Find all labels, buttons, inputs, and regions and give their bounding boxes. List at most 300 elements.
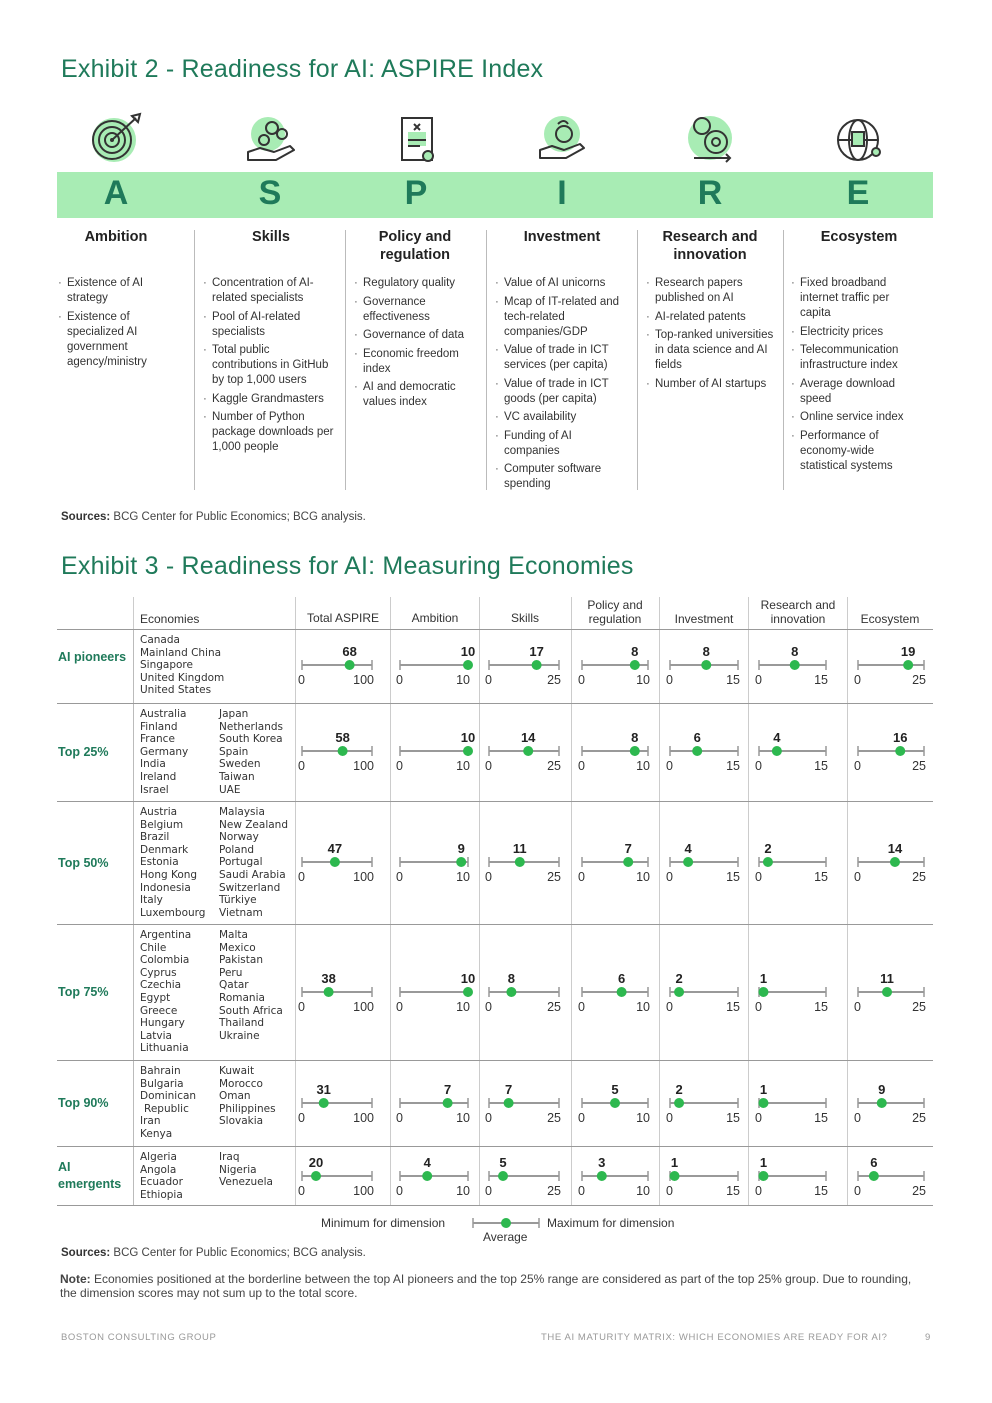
legend-average-label: Average — [483, 1230, 528, 1244]
economy: Taiwan — [219, 770, 255, 783]
scale-max-label: 25 — [912, 1184, 926, 1198]
economy: Iraq — [219, 1151, 240, 1163]
scale-max-label: 25 — [547, 673, 561, 687]
list-item: · Governance effectiveness — [354, 295, 480, 325]
economy: Qatar — [219, 979, 249, 992]
economy: Nigeria — [219, 1163, 257, 1176]
scale-min-label: 0 — [396, 1000, 403, 1014]
economy: Bulgaria — [140, 1077, 184, 1090]
list-item: · Average download speed — [791, 377, 921, 407]
average-dot — [630, 746, 640, 756]
scale-max-label: 10 — [636, 1111, 650, 1125]
economy: Dominican — [140, 1090, 197, 1103]
list-item: · Telecommunication infrastructure index — [791, 343, 921, 373]
economy: France — [140, 733, 175, 746]
economy: Mexico — [219, 941, 256, 954]
average-dot — [532, 660, 542, 670]
economy: Cyprus — [140, 966, 177, 979]
sources-text: BCG Center for Public Economics; BCG analysis. — [110, 1247, 366, 1259]
value-label: 14 — [520, 730, 536, 745]
list-item: · Concentration of AI-related specialists — [203, 276, 337, 306]
scale-max-label: 25 — [547, 1111, 561, 1125]
scale-max-label: 25 — [547, 1000, 561, 1014]
scale-min-label: 0 — [578, 759, 585, 773]
economy: Malaysia — [219, 806, 265, 818]
scale-max-label: 15 — [814, 673, 828, 687]
list-item: · Value of trade in ICT services (per capita) — [495, 343, 629, 373]
header-research: Research and innovation — [760, 598, 836, 626]
header-total-aspire: Total ASPIRE — [306, 611, 380, 625]
value-label: 3 — [598, 1155, 606, 1170]
scale-min-label: 0 — [755, 1000, 762, 1014]
scale-min-label: 0 — [578, 1000, 585, 1014]
scale-min-label: 0 — [854, 1111, 861, 1125]
scale-min-label: 0 — [854, 673, 861, 687]
average-dot — [692, 746, 702, 756]
scale-min-label: 0 — [666, 1111, 673, 1125]
group-label-ai-pioneers: AI pioneers — [58, 650, 127, 664]
value-label: 6 — [693, 730, 701, 745]
list-item: · Economic freedom index — [354, 347, 480, 377]
scale-max-label: 10 — [636, 870, 650, 884]
scale-min-label: 0 — [485, 1184, 492, 1198]
average-dot — [903, 660, 913, 670]
scale-min-label: 0 — [485, 759, 492, 773]
scale-max-label: 25 — [912, 673, 926, 687]
economy: Peru — [219, 966, 243, 979]
note-text: Economies positioned at the borderline between the top AI pioneers and the top 25% range are considered as part of the top 25% group. Due to rounding, the dimension scores may not sum up to the total score. — [60, 1272, 912, 1300]
list-item: · Kaggle Grandmasters — [203, 392, 337, 407]
value-label: 5 — [499, 1155, 507, 1170]
economy: Ecuador — [140, 1176, 183, 1189]
economy: Greece — [140, 1004, 178, 1017]
economy: Latvia — [140, 1029, 172, 1042]
scale-min-label: 0 — [298, 1000, 305, 1014]
average-dot — [311, 1171, 321, 1181]
economy: Kenya — [140, 1127, 173, 1140]
economy: Romania — [219, 991, 265, 1004]
average-dot — [882, 987, 892, 997]
value-label: 47 — [327, 841, 343, 856]
economy: Venezuela — [219, 1176, 273, 1189]
average-dot — [345, 660, 355, 670]
value-label: 10 — [460, 730, 476, 745]
list-item: · Research papers published on AI — [646, 276, 778, 306]
heading-policy: Policy and regulation — [378, 229, 452, 263]
group-label-top-75: Top 75% — [58, 985, 109, 999]
footer-publisher: BOSTON CONSULTING GROUP — [61, 1332, 217, 1343]
list-item: · Pool of AI-related specialists — [203, 310, 337, 340]
list-item: · Top-ranked universities in data science and AI fields — [646, 328, 778, 373]
average-dot — [463, 746, 473, 756]
list-item: · Existence of specialized AI government agency/ministry — [58, 310, 178, 370]
list-item: · Value of trade in ICT goods (per capita) — [495, 377, 629, 407]
value-label: 6 — [870, 1155, 878, 1170]
scale-min-label: 0 — [485, 870, 492, 884]
economy: Mainland China — [140, 646, 222, 659]
scale-max-label: 10 — [456, 1184, 470, 1198]
heading-investment: Investment — [523, 229, 601, 245]
scale-min-label: 0 — [854, 1184, 861, 1198]
value-label: 10 — [460, 644, 476, 659]
scale-min-label: 0 — [755, 759, 762, 773]
economy: Israel — [140, 783, 169, 796]
letter-s: S — [258, 174, 282, 212]
economy: Republic — [144, 1102, 189, 1115]
value-label: 8 — [631, 730, 639, 745]
economy: Vietnam — [219, 906, 263, 919]
list-item: · Value of AI unicorns — [495, 276, 629, 291]
scale-max-label: 10 — [456, 759, 470, 773]
economy: South Africa — [219, 1004, 283, 1017]
economy: Switzerland — [219, 881, 281, 894]
economy: Indonesia — [140, 881, 191, 894]
legend-min-label: Minimum for dimension — [321, 1216, 446, 1230]
economy: Philippines — [219, 1102, 276, 1115]
scale-max-label: 25 — [912, 870, 926, 884]
header-investment: Investment — [674, 612, 734, 626]
sources-label: Sources: — [61, 1247, 111, 1259]
list-item: · Mcap of IT-related and tech-related companies/GDP — [495, 295, 629, 340]
scale-max-label: 10 — [456, 1000, 470, 1014]
average-dot — [763, 857, 773, 867]
scale-max-label: 10 — [636, 1184, 650, 1198]
heading-ecosystem: Ecosystem — [820, 229, 898, 245]
value-label: 16 — [893, 730, 908, 745]
scale-max-label: 15 — [726, 1111, 740, 1125]
list-item: · Online service index — [791, 410, 921, 425]
scale-max-label: 15 — [726, 673, 740, 687]
value-label: 1 — [759, 971, 768, 986]
average-dot — [701, 660, 711, 670]
header-skills: Skills — [510, 611, 539, 625]
average-dot — [630, 660, 640, 670]
scale-min-label: 0 — [755, 1111, 762, 1125]
value-label: 68 — [342, 644, 357, 659]
letter-a: A — [103, 174, 129, 212]
group-label-top-25: Top 25% — [58, 745, 109, 759]
average-dot — [330, 857, 340, 867]
average-dot — [443, 1098, 453, 1108]
scale-max-label: 25 — [547, 870, 561, 884]
scale-max-label: 100 — [353, 673, 374, 687]
page-number: 9 — [925, 1332, 931, 1343]
economy: Egypt — [140, 991, 171, 1004]
value-label: 38 — [321, 971, 336, 986]
heading-skills: Skills — [252, 229, 290, 245]
economy: Czechia — [140, 979, 182, 992]
value-label: 14 — [887, 841, 903, 856]
average-dot — [338, 746, 348, 756]
exhibit-3-note — [60, 1272, 930, 1300]
list-item: · Funding of AI companies — [495, 429, 629, 459]
footer-report-title: THE AI MATURITY MATRIX: WHICH ECONOMIES ARE READY FOR AI? — [541, 1332, 888, 1343]
economy: Australia — [140, 708, 187, 720]
value-label: 9 — [878, 1082, 886, 1097]
economy: Bahrain — [140, 1065, 181, 1077]
scale-max-label: 15 — [726, 870, 740, 884]
scale-max-label: 10 — [636, 673, 650, 687]
scale-min-label: 0 — [578, 1111, 585, 1125]
average-dot — [515, 857, 525, 867]
list-item: · Performance of economy-wide statistical systems — [791, 429, 921, 474]
value-label: 11 — [880, 971, 894, 986]
letter-i: I — [557, 174, 567, 212]
economy: Luxembourg — [140, 906, 206, 919]
economy: UAE — [219, 783, 241, 796]
list-item: · Electricity prices — [791, 325, 921, 340]
economy: Spain — [219, 745, 249, 758]
average-dot — [456, 857, 466, 867]
sources-text: BCG Center for Public Economics; BCG analysis. — [110, 511, 366, 523]
scale-min-label: 0 — [854, 870, 861, 884]
scale-min-label: 0 — [578, 1184, 585, 1198]
average-dot — [674, 987, 684, 997]
average-dot — [610, 1098, 620, 1108]
average-dot — [758, 1098, 768, 1108]
scale-max-label: 15 — [814, 759, 828, 773]
value-label: 2 — [764, 841, 772, 856]
average-dot — [683, 857, 693, 867]
economy: Estonia — [140, 856, 179, 869]
average-dot — [523, 746, 533, 756]
average-dot — [674, 1098, 684, 1108]
average-dot — [422, 1171, 432, 1181]
value-label: 20 — [308, 1155, 324, 1170]
average-dot — [758, 987, 768, 997]
list-item: · AI-related patents — [646, 310, 778, 325]
scale-max-label: 25 — [912, 1000, 926, 1014]
economy: Chile — [140, 941, 167, 954]
scale-min-label: 0 — [755, 870, 762, 884]
scale-min-label: 0 — [485, 1111, 492, 1125]
scale-max-label: 25 — [547, 1184, 561, 1198]
value-label: 4 — [684, 841, 692, 856]
scale-max-label: 15 — [814, 1000, 828, 1014]
header-ecosystem: Ecosystem — [860, 612, 920, 626]
value-label: 7 — [443, 1082, 452, 1097]
scale-min-label: 0 — [396, 673, 403, 687]
average-dot — [319, 1098, 329, 1108]
value-label: 58 — [335, 730, 350, 745]
economy: India — [140, 758, 166, 771]
value-label: 10 — [460, 971, 476, 986]
heading-ambition: Ambition — [84, 229, 148, 245]
scale-min-label: 0 — [298, 759, 305, 773]
scale-max-label: 10 — [456, 1111, 470, 1125]
value-label: 7 — [504, 1082, 513, 1097]
average-dot — [890, 857, 900, 867]
letter-r: R — [697, 174, 723, 212]
scale-max-label: 15 — [814, 1111, 828, 1125]
economy: Iran — [140, 1115, 161, 1128]
list-item: · Computer software spending — [495, 462, 629, 492]
average-dot — [877, 1098, 887, 1108]
scale-max-label: 100 — [353, 1000, 374, 1014]
scale-max-label: 15 — [726, 1000, 740, 1014]
list-item: · Governance of data — [354, 328, 480, 343]
economy: Norway — [219, 831, 259, 844]
economy: New Zealand — [219, 818, 288, 831]
scale-min-label: 0 — [298, 870, 305, 884]
economy: South Korea — [219, 733, 283, 746]
scale-max-label: 15 — [814, 870, 828, 884]
scale-min-label: 0 — [578, 870, 585, 884]
exhibit-3-sources — [61, 1247, 366, 1259]
economy: Ethiopia — [140, 1188, 183, 1201]
legend-max-label: Maximum for dimension — [547, 1216, 675, 1230]
list-item: · Fixed broadband internet traffic per capita — [791, 276, 921, 321]
list-item: · VC availability — [495, 410, 629, 425]
economy: Japan — [219, 708, 249, 720]
value-label: 4 — [773, 730, 781, 745]
header-policy: Policy and regulation — [587, 598, 643, 626]
scale-min-label: 0 — [666, 673, 673, 687]
economy: Malta — [219, 929, 248, 941]
value-label: 2 — [675, 971, 683, 986]
scale-min-label: 0 — [666, 1184, 673, 1198]
group-label-top-90: Top 90% — [58, 1096, 109, 1110]
list-item: · Number of AI startups — [646, 377, 778, 392]
average-dot — [895, 746, 905, 756]
economy: Ukraine — [219, 1029, 260, 1042]
economy: Poland — [219, 843, 255, 856]
economy: Denmark — [140, 843, 189, 856]
economy: Finland — [140, 720, 178, 733]
economy: Singapore — [140, 659, 193, 672]
average-dot — [670, 1171, 680, 1181]
value-label: 1 — [670, 1155, 679, 1170]
sources-label: Sources: — [61, 511, 111, 523]
scale-min-label: 0 — [396, 759, 403, 773]
scale-min-label: 0 — [578, 673, 585, 687]
group-label-top-50: Top 50% — [58, 856, 109, 870]
exhibit-2-title: Exhibit 2 - Readiness for AI: ASPIRE Index — [61, 55, 544, 83]
scale-max-label: 25 — [912, 1111, 926, 1125]
economy: Italy — [140, 894, 163, 907]
average-dot — [463, 987, 473, 997]
economies-header: Economies — [140, 612, 200, 626]
average-dot — [790, 660, 800, 670]
economy: Austria — [140, 806, 178, 818]
letter-e: E — [846, 174, 870, 212]
scale-min-label: 0 — [298, 1111, 305, 1125]
scale-min-label: 0 — [396, 1184, 403, 1198]
value-label: 6 — [617, 971, 626, 986]
scale-min-label: 0 — [666, 870, 673, 884]
economy: Pakistan — [219, 954, 263, 967]
average-dot — [869, 1171, 879, 1181]
economy: United States — [140, 684, 212, 697]
scale-max-label: 25 — [547, 759, 561, 773]
value-label: 5 — [611, 1082, 619, 1097]
value-label: 8 — [631, 644, 639, 659]
scale-min-label: 0 — [485, 673, 492, 687]
average-dot — [324, 987, 334, 997]
scale-min-label: 0 — [485, 1000, 492, 1014]
scale-max-label: 10 — [456, 673, 470, 687]
heading-research: Research and innovation — [662, 229, 758, 263]
scale-max-label: 100 — [353, 870, 374, 884]
economy: Kuwait — [219, 1065, 255, 1077]
scale-min-label: 0 — [854, 1000, 861, 1014]
economy: Angola — [140, 1163, 177, 1176]
exhibit-3-title: Exhibit 3 - Readiness for AI: Measuring Economies — [61, 552, 634, 580]
letter-p: P — [404, 174, 428, 212]
value-label: 19 — [900, 644, 916, 659]
average-dot — [597, 1171, 607, 1181]
scale-min-label: 0 — [396, 1111, 403, 1125]
average-dot — [498, 1171, 508, 1181]
economy: Oman — [219, 1090, 251, 1103]
scale-max-label: 10 — [636, 759, 650, 773]
list-item: · Existence of AI strategy — [58, 276, 178, 306]
economy: Brazil — [140, 831, 170, 844]
scale-max-label: 100 — [353, 1111, 374, 1125]
scale-max-label: 100 — [353, 759, 374, 773]
list-item: · Number of Python package downloads per 1,000 people — [203, 410, 337, 455]
average-dot — [463, 660, 473, 670]
scale-max-label: 15 — [726, 1184, 740, 1198]
economy: Algeria — [140, 1151, 177, 1163]
header-ambition: Ambition — [411, 611, 459, 625]
value-label: 17 — [529, 644, 544, 659]
economy: Morocco — [219, 1077, 263, 1090]
group-label-ai-emergents: AI emergents — [58, 1160, 122, 1191]
value-label: 7 — [624, 841, 632, 856]
economy: Colombia — [140, 954, 190, 967]
value-label: 8 — [791, 644, 799, 659]
scale-min-label: 0 — [298, 673, 305, 687]
economy: Sweden — [219, 758, 261, 771]
scale-min-label: 0 — [298, 1184, 305, 1198]
economy: United Kingdom — [140, 671, 225, 684]
average-dot — [506, 987, 516, 997]
economy: Slovakia — [219, 1115, 264, 1128]
economy: Argentina — [140, 929, 192, 941]
value-label: 8 — [507, 971, 516, 986]
note-label: Note: — [60, 1272, 91, 1286]
value-label: 2 — [675, 1082, 683, 1097]
economy: Ireland — [140, 770, 177, 783]
scale-min-label: 0 — [755, 1184, 762, 1198]
value-label: 1 — [759, 1155, 768, 1170]
scale-max-label: 10 — [456, 870, 470, 884]
average-dot — [758, 1171, 768, 1181]
economy: Hong Kong — [140, 868, 198, 881]
scale-min-label: 0 — [854, 759, 861, 773]
average-dot — [772, 746, 782, 756]
economy: Portugal — [219, 856, 263, 869]
economy: Türkiye — [219, 894, 257, 907]
value-label: 31 — [316, 1082, 331, 1097]
list-item: · Total public contributions in GitHub by top 1,000 users — [203, 343, 337, 388]
scale-min-label: 0 — [396, 870, 403, 884]
economy: Saudi Arabia — [219, 868, 286, 881]
scale-max-label: 10 — [636, 1000, 650, 1014]
economy: Canada — [140, 634, 180, 646]
value-label: 8 — [702, 644, 710, 659]
scale-max-label: 15 — [726, 759, 740, 773]
list-item: · AI and democratic values index — [354, 380, 480, 410]
scale-min-label: 0 — [755, 673, 762, 687]
scale-max-label: 15 — [814, 1184, 828, 1198]
economy: Lithuania — [140, 1042, 189, 1055]
value-label: 1 — [759, 1082, 768, 1097]
value-label: 11 — [512, 841, 527, 856]
economy: Thailand — [219, 1017, 265, 1030]
average-dot — [504, 1098, 514, 1108]
